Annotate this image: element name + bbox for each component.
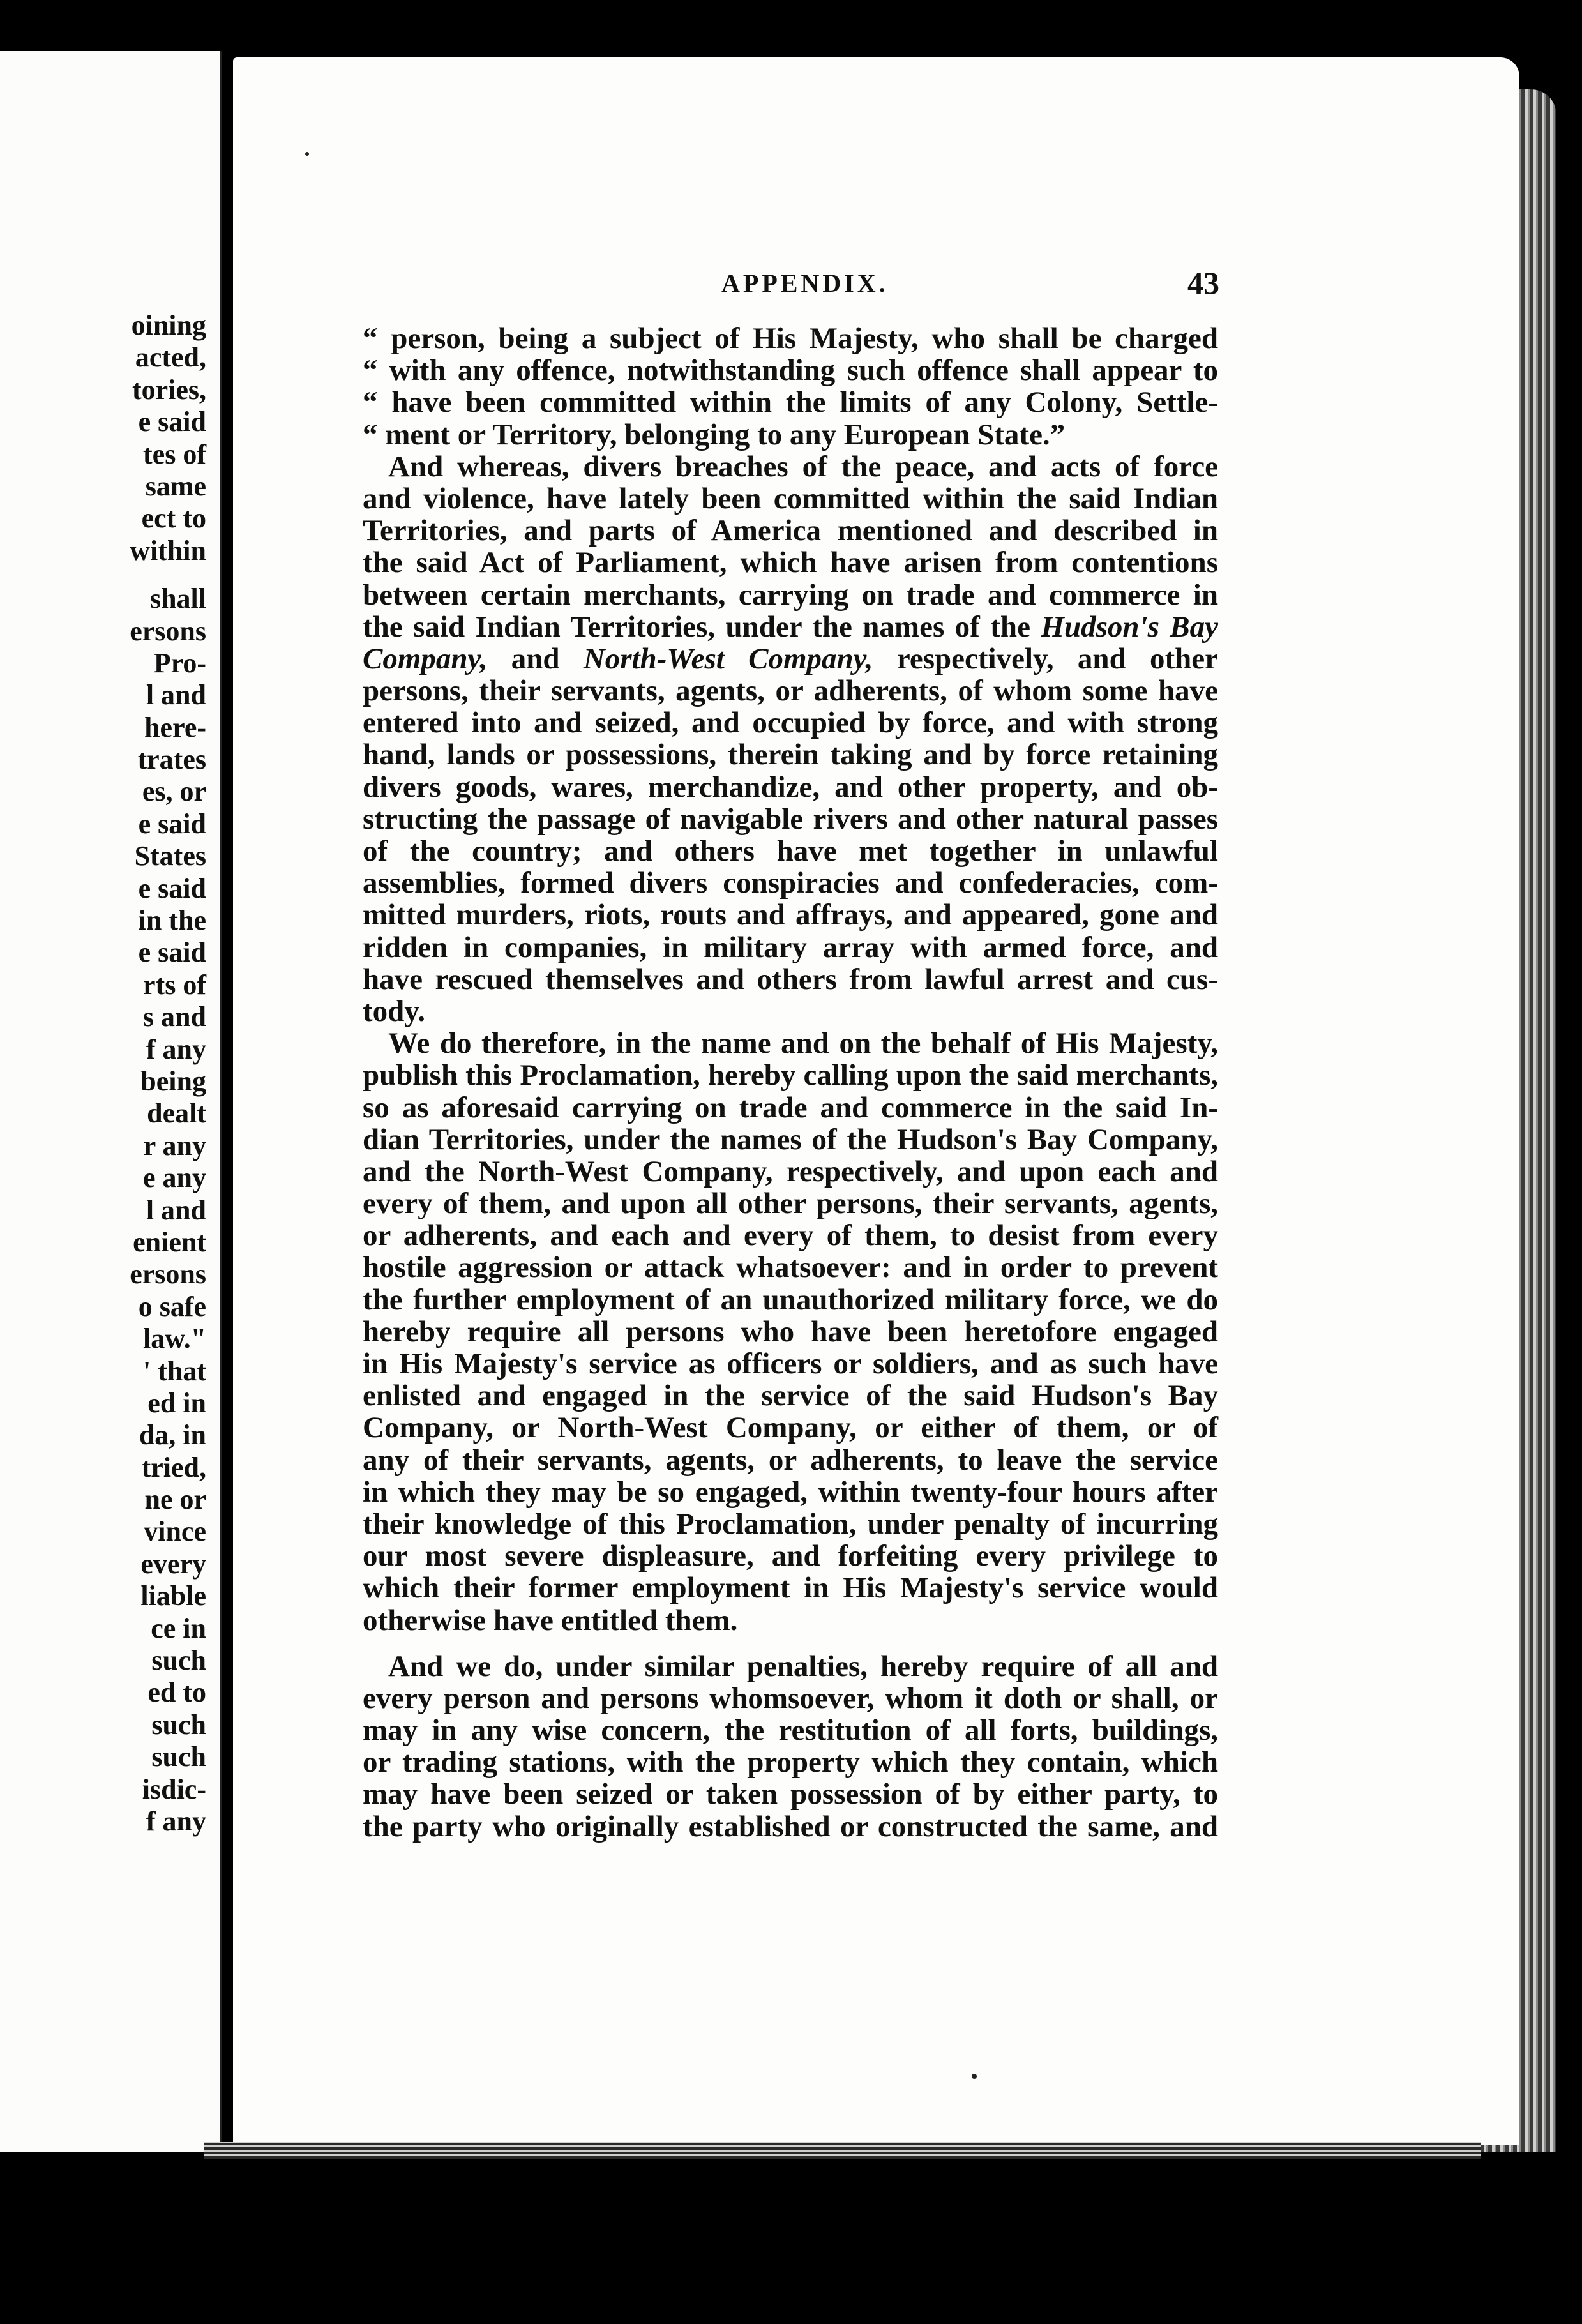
text-line: any of their servants, agents, or adherents, to leave the service	[363, 1443, 1218, 1477]
text-run: respectively, and other	[896, 642, 1219, 675]
text-line: “ ment or Territory, belonging to any European State.”	[363, 418, 1066, 451]
text-line: the said Act of Parliament, which have arisen from contentions	[363, 546, 1218, 580]
page-speck	[305, 152, 309, 156]
facing-page-fragment: law."	[143, 1323, 206, 1355]
facing-page-fragment: ed to	[147, 1677, 206, 1709]
paragraph-restitution	[363, 1650, 1218, 1843]
facing-page-fragment: tes of	[143, 438, 206, 470]
facing-page-fragment: enient	[133, 1226, 206, 1258]
text-line: We do therefore, in the name and on the behalf of His Majesty,	[388, 1027, 1218, 1060]
facing-page-fragment: ersons	[130, 1258, 206, 1290]
text-line: “ person, being a subject of His Majesty, who shall be charged	[363, 322, 1218, 355]
facing-page-fragment: s and	[142, 1001, 206, 1033]
page-number: 43	[1187, 265, 1219, 301]
facing-page-fragment: ect to	[141, 502, 206, 534]
facing-page-fragment: l and	[146, 679, 206, 711]
text-line: their knowledge of this Proclamation, under penalty of incurring	[363, 1507, 1218, 1541]
paragraph-proclamation	[363, 1027, 1218, 1636]
facing-page-fragment: e said	[138, 406, 206, 438]
text-line: and violence, have lately been committed within the said Indian	[363, 481, 1218, 515]
facing-page-fragment: being	[140, 1065, 206, 1097]
facing-page-fragment: da, in	[139, 1419, 206, 1451]
text-line: so as aforesaid carrying on trade and commerce in the said In-	[363, 1090, 1218, 1124]
text-line: may have been seized or taken possession of by either party, to	[363, 1777, 1218, 1811]
text-line: Company, or North-West Company, or either of them, or of	[363, 1411, 1218, 1445]
facing-page-fragment	[130, 567, 206, 583]
facing-page-fragment: f any	[146, 1805, 206, 1837]
facing-page-fragment: trates	[137, 744, 206, 776]
text-run: and	[511, 642, 560, 675]
facing-page-left	[0, 51, 222, 2152]
text-run: the said Indian Territories, under the names of the	[363, 610, 1030, 644]
facing-page-fragment: acted,	[135, 342, 206, 374]
text-line: “ have been committed within the limits of any Colony, Settle-	[363, 386, 1218, 419]
text-line: the party who originally established or constructed the same, and	[363, 1809, 1218, 1843]
text-line: tody.	[363, 994, 425, 1028]
text-line: between certain merchants, carrying on trade and commerce in	[363, 578, 1218, 612]
text-line: “ with any offence, notwithstanding such offence shall appear to	[363, 354, 1218, 388]
text-line: ridden in companies, in military array with armed force, and	[363, 930, 1218, 964]
page-speck	[972, 2074, 977, 2079]
text-line: And we do, under similar penalties, hereby require of all and	[388, 1649, 1218, 1683]
facing-page-fragment: l and	[146, 1194, 206, 1226]
facing-page-fragment: isdic-	[142, 1773, 206, 1805]
facing-page-fragment: tories,	[132, 374, 206, 405]
facing-page-fragment: such	[151, 1645, 206, 1677]
facing-page-fragment: dealt	[147, 1098, 206, 1129]
paragraph-whereas	[363, 451, 1218, 1027]
text-line: divers goods, wares, merchandize, and other property, and ob-	[363, 770, 1218, 804]
facing-page-fragment: es, or	[142, 776, 206, 808]
facing-page-fragment: liable	[140, 1580, 206, 1612]
text-line: in which they may be so engaged, within twenty-four hours after	[363, 1475, 1218, 1509]
text-line: publish this Proclamation, hereby calling upon the said merchants,	[363, 1059, 1218, 1092]
text-line: or adherents, and each and every of them, to desist from every	[363, 1219, 1218, 1253]
text-line: dian Territories, under the names of the Hudson's Bay Company,	[363, 1122, 1218, 1156]
facing-page-fragment: e said	[138, 808, 206, 840]
facing-page-fragment: e said	[138, 872, 206, 904]
text-line: which their former employment in His Majesty's service would	[363, 1571, 1218, 1605]
text-line: in His Majesty's service as officers or soldiers, and as such have	[363, 1347, 1218, 1380]
text-line: Territories, and parts of America mentioned and described in	[363, 514, 1218, 548]
page-body	[363, 322, 1218, 1843]
facing-page-fragment: vince	[144, 1516, 206, 1548]
text-line: have rescued themselves and others from lawful arrest and cus-	[363, 962, 1218, 996]
facing-page-fragment: r any	[143, 1129, 206, 1161]
text-line: our most severe displeasure, and forfeiting every privilege to	[363, 1539, 1218, 1573]
text-line: assemblies, formed divers conspiracies and confederacies, com-	[363, 866, 1218, 900]
facing-page-fragment: e said	[138, 937, 206, 969]
facing-page-fragment: States	[134, 840, 206, 872]
text-line: structing the passage of navigable rivers and other natural passes	[363, 802, 1218, 836]
text-line: of the country; and others have met together in unlawful	[363, 834, 1218, 868]
facing-page-fragment: rts of	[143, 969, 206, 1000]
facing-page-fragment: ne or	[144, 1484, 206, 1516]
italic-company-name: Company,	[363, 642, 488, 675]
facing-page-fragment: such	[151, 1741, 206, 1773]
facing-page-fragment: within	[130, 534, 206, 566]
facing-page-fragment: here-	[144, 711, 206, 743]
text-line	[363, 643, 1218, 675]
text-line: And whereas, divers breaches of the peace, and acts of force	[388, 449, 1218, 483]
italic-company-name: North-West Company,	[583, 642, 873, 675]
text-line: entered into and seized, and occupied by force, and with strong	[363, 706, 1218, 740]
facing-page-fragment: in the	[138, 905, 206, 937]
text-line: hand, lands or possessions, therein taking and by force retaining	[363, 738, 1218, 772]
facing-page-fragment: every	[140, 1548, 206, 1580]
facing-page-text	[130, 310, 206, 1837]
facing-page-fragment: oining	[131, 310, 206, 341]
text-line: otherwise have entitled them.	[363, 1603, 738, 1637]
facing-page-fragment: ' that	[143, 1355, 206, 1387]
facing-page-fragment: ersons	[130, 615, 206, 647]
text-line: or trading stations, with the property which they contain, which	[363, 1746, 1218, 1779]
text-line: may in any wise concern, the restitution of all forts, buildings,	[363, 1714, 1218, 1747]
paragraph-quote-end	[363, 322, 1218, 451]
text-line: persons, their servants, agents, or adherents, of whom some have	[363, 674, 1218, 708]
facing-page-fragment: ed in	[147, 1387, 206, 1419]
text-line: and the North-West Company, respectively, and upon each and	[363, 1154, 1218, 1188]
running-head: APPENDIX.	[721, 269, 889, 298]
italic-company-name: Hudson's Bay	[1041, 610, 1219, 644]
text-line: mitted murders, riots, routs and affrays, and appeared, gone and	[363, 898, 1218, 932]
facing-page-fragment: tried,	[141, 1451, 206, 1483]
facing-page-fragment: shall	[149, 583, 206, 615]
text-line: hostile aggression or attack whatsoever: and in order to prevent	[363, 1251, 1218, 1285]
text-line	[363, 611, 1218, 643]
facing-page-fragment: e any	[143, 1162, 206, 1194]
facing-page-fragment: ce in	[151, 1612, 206, 1644]
text-line: enlisted and engaged in the service of the said Hudson's Bay	[363, 1379, 1218, 1413]
facing-page-fragment: same	[145, 470, 206, 502]
facing-page-fragment: such	[151, 1709, 206, 1740]
text-line: hereby require all persons who have been heretofore engaged	[363, 1315, 1218, 1348]
text-line: the further employment of an unauthorized military force, we do	[363, 1283, 1218, 1317]
page-header	[721, 265, 1219, 306]
page-edge-bottom	[204, 2142, 1481, 2159]
facing-page-fragment: o safe	[138, 1290, 206, 1322]
facing-page-fragment: f any	[146, 1033, 206, 1065]
text-line: every person and persons whomsoever, whom it doth or shall, or	[363, 1681, 1218, 1715]
text-line: every of them, and upon all other persons, their servants, agents,	[363, 1187, 1218, 1221]
facing-page-fragment: Pro-	[153, 647, 206, 679]
